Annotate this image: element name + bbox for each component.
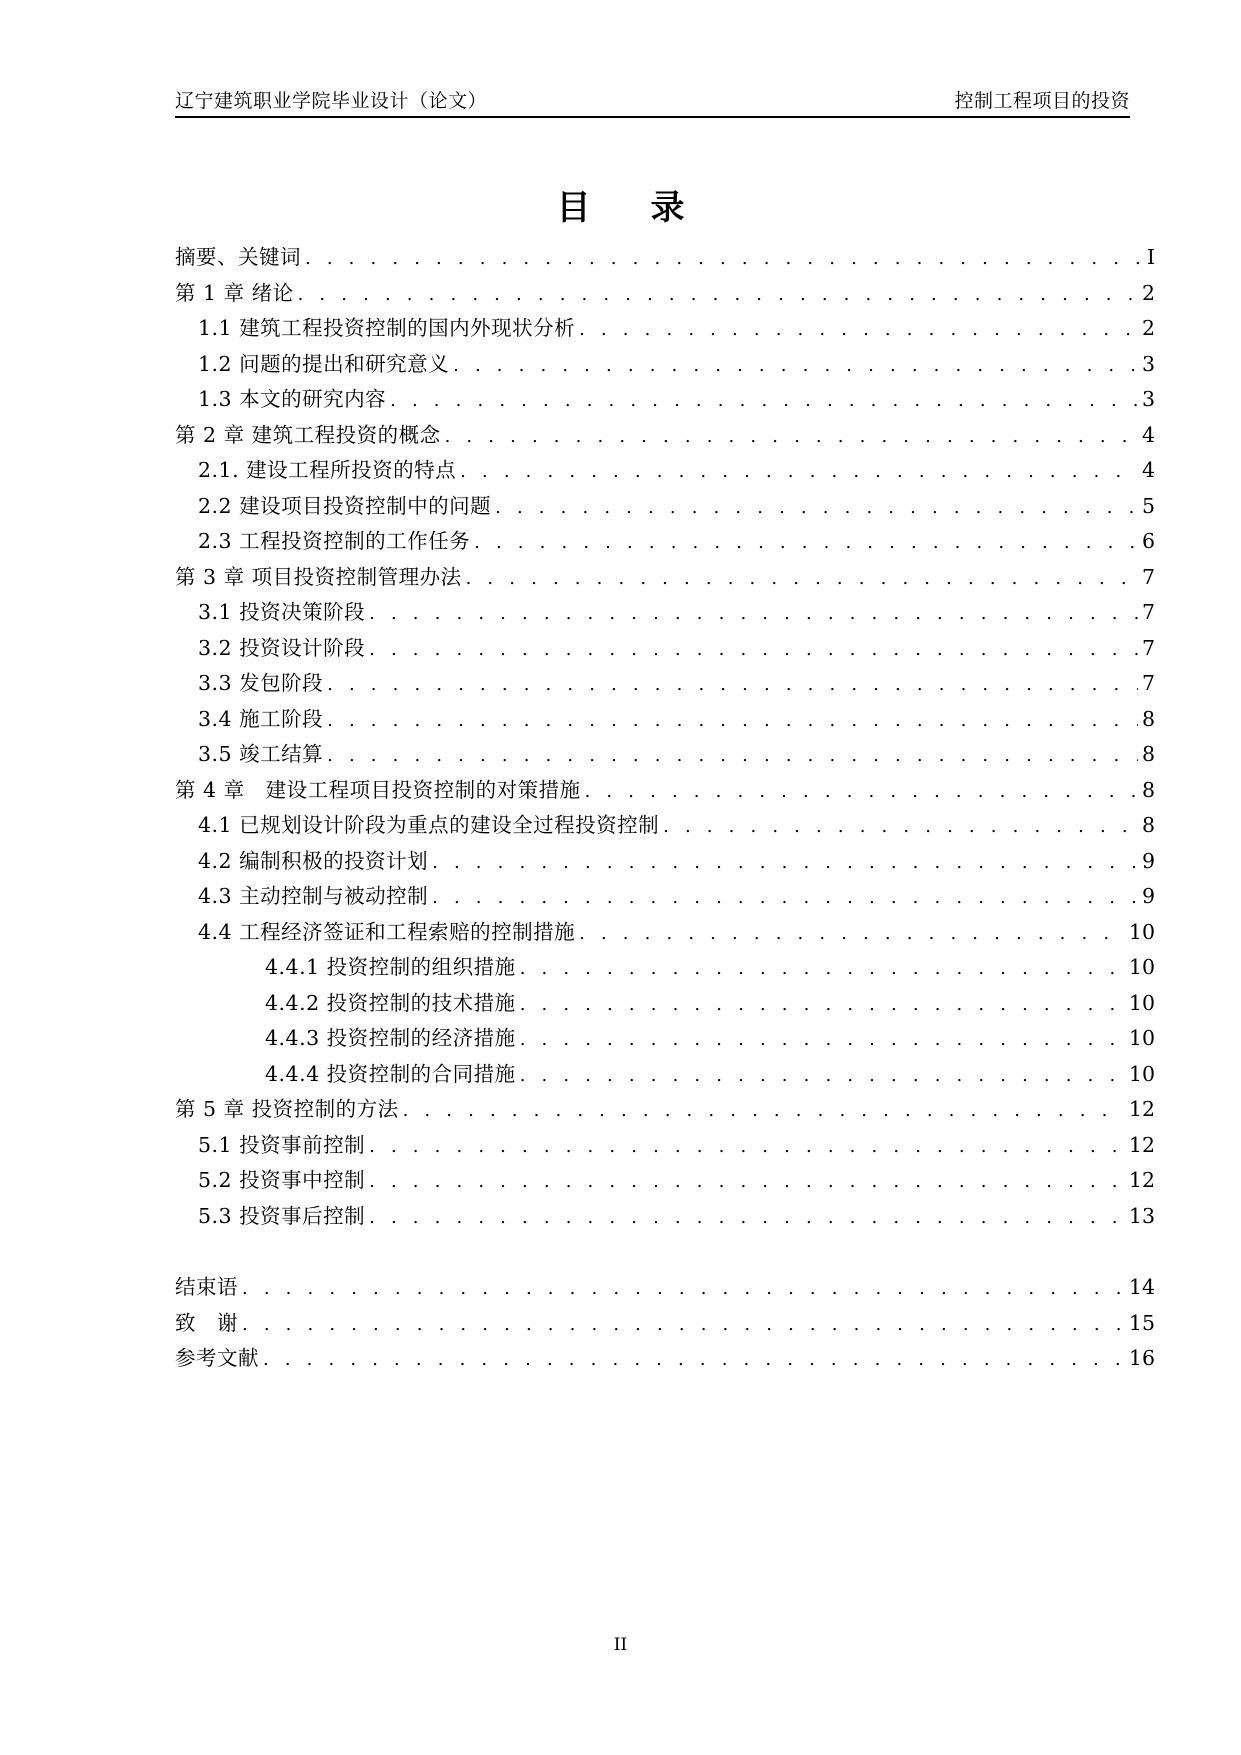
toc-entry-page: 7 <box>1141 671 1155 695</box>
toc-entry[interactable] <box>175 1128 1155 1164</box>
dot-leader <box>369 1136 1125 1157</box>
toc-entry-page: 12 <box>1128 1097 1155 1121</box>
toc-entry-label: 4.4.4 投资控制的合同措施 <box>265 1061 516 1086</box>
toc-entry-label: 4.4.1 投资控制的组织措施 <box>265 955 516 979</box>
toc-entry[interactable] <box>175 1163 1155 1199</box>
dot-leader <box>369 603 1138 624</box>
toc-entry[interactable] <box>175 382 1155 418</box>
toc-entry-page: 8 <box>1141 813 1155 837</box>
dot-leader <box>495 497 1138 518</box>
dot-leader <box>369 1171 1125 1192</box>
toc-entry-page: 7 <box>1141 600 1155 624</box>
toc-entry-label: 3.4 施工阶段 <box>198 706 324 731</box>
toc-entry-page: 7 <box>1141 564 1155 589</box>
toc-entry-page: I <box>1146 245 1155 269</box>
dot-leader <box>460 461 1138 482</box>
toc-entry[interactable] <box>175 1021 1155 1057</box>
toc-entry[interactable] <box>175 595 1155 631</box>
toc-entry-label: 第 3 章 项目投资控制管理办法 <box>175 564 462 589</box>
toc-entry-label: 2.2 建设项目投资控制中的问题 <box>198 493 492 518</box>
toc-entry-page: 5 <box>1141 493 1155 518</box>
dot-leader <box>663 816 1138 837</box>
toc-entry[interactable] <box>175 844 1155 880</box>
dot-leader <box>432 852 1138 873</box>
header-school-title: 辽宁建筑职业学院毕业设计（论文） <box>175 90 488 112</box>
dot-leader <box>579 319 1138 340</box>
toc-entry-page: 14 <box>1128 1275 1155 1299</box>
dot-leader <box>403 1100 1125 1121</box>
toc-entry-page: 13 <box>1128 1203 1155 1228</box>
dot-leader <box>445 426 1138 447</box>
toc-entry-label: 4.2 编制积极的投资计划 <box>198 848 429 873</box>
toc-entry-label: 1.3 本文的研究内容 <box>198 387 387 411</box>
toc-entry[interactable] <box>175 773 1155 809</box>
dot-leader <box>242 1314 1125 1335</box>
page-number: II <box>613 1635 628 1655</box>
toc-entry[interactable] <box>175 879 1155 915</box>
toc-entry[interactable] <box>175 453 1155 489</box>
dot-leader <box>242 1278 1125 1299</box>
toc-entry[interactable] <box>175 1057 1155 1093</box>
toc-entry-page: 10 <box>1128 1061 1155 1086</box>
toc-entry[interactable] <box>175 1199 1155 1235</box>
toc-entry[interactable] <box>175 418 1155 454</box>
toc-entry[interactable] <box>175 950 1155 986</box>
toc-entry-page: 12 <box>1128 1132 1155 1157</box>
dot-leader <box>327 745 1138 766</box>
toc-entry[interactable] <box>175 311 1155 347</box>
toc-entry-label: 参考文献 <box>175 1346 259 1370</box>
toc-entry-label: 3.2 投资设计阶段 <box>198 635 366 660</box>
toc-entry-page: 6 <box>1141 529 1155 553</box>
toc-entry[interactable] <box>175 808 1155 844</box>
toc-entry[interactable] <box>175 666 1155 702</box>
dot-leader <box>520 1065 1125 1086</box>
dot-leader <box>466 568 1138 589</box>
toc-entry-label: 3.5 竣工结算 <box>198 742 324 766</box>
toc-main-list <box>175 240 1155 1234</box>
toc-entry-label: 5.1 投资事前控制 <box>198 1132 366 1157</box>
toc-back-matter-list <box>175 1270 1155 1377</box>
toc-entry[interactable] <box>175 1092 1155 1128</box>
toc-entry-label: 第 1 章 绪论 <box>175 280 294 305</box>
toc-entry-label: 1.2 问题的提出和研究意义 <box>198 351 450 376</box>
toc-entry-page: 15 <box>1128 1310 1155 1335</box>
toc-entry-label: 第 2 章 建筑工程投资的概念 <box>175 422 441 447</box>
toc-entry-page: 10 <box>1128 919 1155 944</box>
dot-leader <box>263 1349 1125 1370</box>
toc-entry[interactable] <box>175 1341 1155 1377</box>
toc-entry[interactable] <box>175 915 1155 951</box>
toc-entry-label: 致 谢 <box>175 1310 238 1335</box>
toc-entry-page: 8 <box>1141 777 1155 802</box>
toc-entry[interactable] <box>175 560 1155 596</box>
toc-entry-page: 16 <box>1128 1346 1155 1370</box>
table-of-contents <box>175 240 1155 1377</box>
toc-entry[interactable] <box>175 276 1155 312</box>
toc-entry-page: 4 <box>1141 458 1155 482</box>
header-thesis-title: 控制工程项目的投资 <box>954 90 1130 112</box>
toc-entry-label: 4.3 主动控制与被动控制 <box>198 884 429 908</box>
toc-title: 目录 <box>556 188 745 228</box>
toc-entry-label: 1.1 建筑工程投资控制的国内外现状分析 <box>198 316 576 340</box>
toc-entry[interactable] <box>175 489 1155 525</box>
dot-leader <box>579 923 1125 944</box>
toc-entry-page: 12 <box>1128 1168 1155 1192</box>
toc-entry[interactable] <box>175 347 1155 383</box>
toc-entry-label: 结束语 <box>175 1275 238 1299</box>
dot-leader <box>432 887 1138 908</box>
toc-entry-label: 第 5 章 投资控制的方法 <box>175 1097 399 1121</box>
toc-entry-page: 10 <box>1128 1026 1155 1050</box>
toc-entry-label: 5.3 投资事后控制 <box>198 1203 366 1228</box>
dot-leader <box>298 284 1138 305</box>
toc-entry-label: 4.1 已规划设计阶段为重点的建设全过程投资控制 <box>198 813 660 837</box>
toc-entry-page: 2 <box>1141 316 1155 340</box>
toc-entry-page: 10 <box>1128 955 1155 979</box>
dot-leader <box>327 710 1138 731</box>
dot-leader <box>453 355 1138 376</box>
toc-entry-label: 3.3 发包阶段 <box>198 671 324 695</box>
toc-entry-page: 8 <box>1141 706 1155 731</box>
dot-leader <box>327 674 1138 695</box>
dot-leader <box>520 994 1125 1015</box>
page-header <box>175 86 1130 118</box>
toc-entry-label: 4.4.3 投资控制的经济措施 <box>265 1026 516 1050</box>
toc-entry-label: 3.1 投资决策阶段 <box>198 600 366 624</box>
dot-leader <box>474 532 1138 553</box>
toc-entry[interactable] <box>175 737 1155 773</box>
dot-leader <box>369 1207 1125 1228</box>
toc-entry[interactable] <box>175 1306 1155 1342</box>
toc-entry[interactable] <box>175 1270 1155 1306</box>
toc-entry-label: 摘要、关键词 <box>175 245 301 269</box>
toc-entry-page: 3 <box>1141 351 1155 376</box>
toc-entry-page: 10 <box>1128 990 1155 1015</box>
toc-entry[interactable] <box>175 240 1155 276</box>
toc-entry-page: 9 <box>1141 884 1155 908</box>
dot-leader <box>305 248 1143 269</box>
dot-leader <box>390 390 1138 411</box>
toc-entry-label: 第 4 章 建设工程项目投资控制的对策措施 <box>175 777 581 802</box>
toc-entry-page: 4 <box>1141 422 1155 447</box>
toc-spacer <box>175 1234 1155 1270</box>
toc-entry[interactable] <box>175 986 1155 1022</box>
toc-entry-page: 9 <box>1141 848 1155 873</box>
toc-entry-label: 4.4.2 投资控制的技术措施 <box>265 990 516 1015</box>
dot-leader <box>520 1029 1125 1050</box>
toc-entry[interactable] <box>175 702 1155 738</box>
dot-leader <box>585 781 1138 802</box>
toc-entry-label: 5.2 投资事中控制 <box>198 1168 366 1192</box>
toc-entry-label: 4.4 工程经济签证和工程索赔的控制措施 <box>198 919 576 944</box>
toc-entry-page: 7 <box>1141 635 1155 660</box>
toc-entry-page: 2 <box>1141 280 1155 305</box>
toc-entry[interactable] <box>175 631 1155 667</box>
toc-entry-label: 2.3 工程投资控制的工作任务 <box>198 529 471 553</box>
dot-leader <box>369 639 1138 660</box>
toc-entry-page: 3 <box>1141 387 1155 411</box>
toc-entry[interactable] <box>175 524 1155 560</box>
toc-entry-label: 2.1. 建设工程所投资的特点 <box>198 458 457 482</box>
toc-entry-page: 8 <box>1141 742 1155 766</box>
dot-leader <box>520 958 1125 979</box>
